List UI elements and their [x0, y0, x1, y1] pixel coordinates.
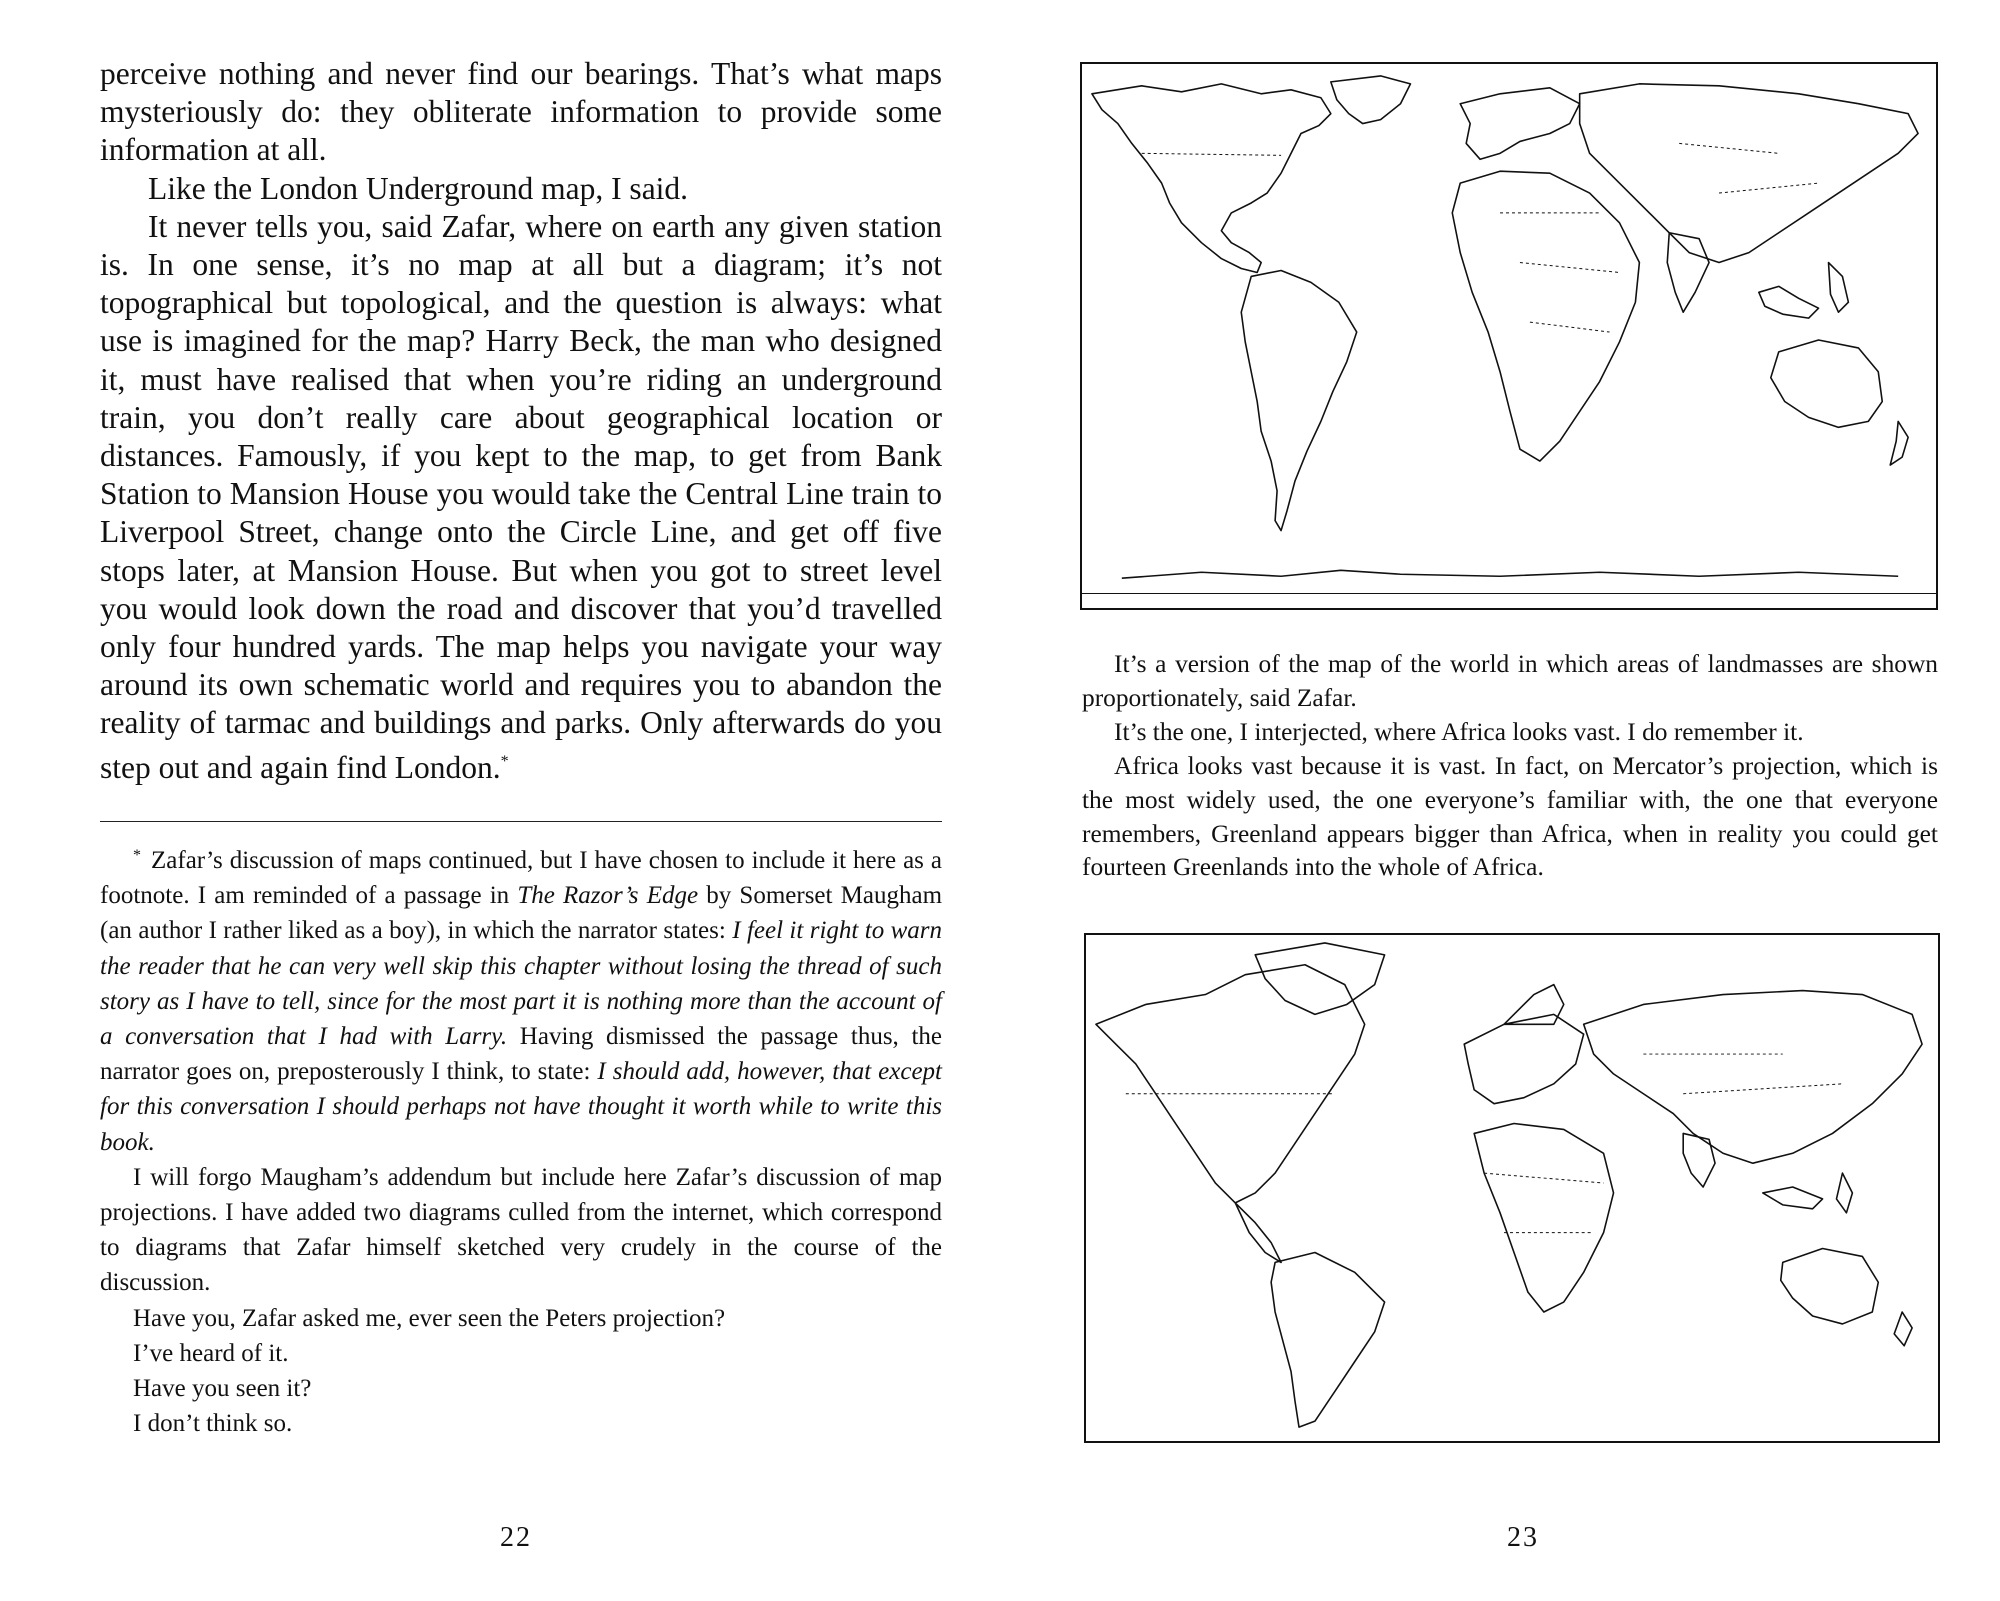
right-page-body: [1082, 648, 1938, 885]
peters-projection-map: [1080, 62, 1938, 610]
paragraph: Africa looks vast because it is vast. In fact, on Mercator’s projection, which is the most widely used, the one everyone’s familiar with, the one that everyone remembers, Greenland appears bigger than Africa, when in reality you could get fourteen Greenlands into the whole of Africa.: [1082, 751, 1938, 882]
page-number: 23: [1507, 1522, 1539, 1553]
footnote-text: Zafar’s discussion of maps continued, but I have chosen to include it here as a footnote. I am reminded of a passage in: [100, 847, 942, 910]
footnote-marker: *: [133, 847, 141, 864]
dialogue-line: Have you, Zafar asked me, ever seen the Peters projection?: [133, 1304, 726, 1332]
footnote-paragraph: [100, 838, 942, 1160]
right-page: [1000, 0, 2000, 1601]
footnote-divider: [100, 821, 942, 822]
page-number: 22: [500, 1522, 532, 1553]
footnote-reference[interactable]: *: [500, 752, 509, 770]
dialogue-line: Have you seen it?: [133, 1375, 312, 1403]
world-map-outline: [1086, 935, 1938, 1441]
paragraph-text: It never tells you, said Zafar, where on earth any given station is. In one sense, it’s no map at all but a diagram; it’s not topographical but topological, and the question is always: what use is imagined for the map? Harry Beck, the man who designed it, must have realised that when you’re riding an underground train, you don’t really care about geographical location or distances. Famously, if you kept to the map, to get from Bank Station to Mansion House you would take the Central Line train to Liverpool Street, change onto the Circle Line, and get off five stops later, at Mansion House. But when you got to street level you would look down the road and discover that you’d travelled only four hundred yards. The map helps you navigate your way around its own schematic world and requires you to abandon the reality of tarmac and buildings and parks. Only afterwards do you step out and again find London.: [100, 208, 942, 785]
paragraph: [100, 208, 942, 787]
quotation: I feel it right to warn the reader that he can very well skip this chapter without losing the thread of such story as I have to tell, since for the most part it is nothing more than the account of a conversation that I had with Larry.: [100, 917, 942, 1051]
footnote-paragraph: I will forgo Maugham’s addendum but include here Zafar’s discussion of map projections. I have added two diagrams culled from the internet, which correspond to diagrams that Zafar himself sketched very crudely in the course of the discussion.: [100, 1163, 942, 1297]
footnote-text: by Somerset Maugham (an author I rather liked as a boy), in which the narrator states:: [100, 882, 943, 945]
quotation: I should add, however, that except for this conversation I should perhaps not have thought it worth while to write this book.: [100, 1058, 942, 1156]
paragraph: It’s a version of the map of the world in which areas of landmasses are shown proportionately, said Zafar.: [1082, 650, 1938, 712]
paragraph: perceive nothing and never find our bearings. That’s what maps mysteriously do: they obliterate information to provide some information at all.: [100, 56, 942, 168]
mercator-projection-map: [1084, 933, 1940, 1443]
book-title: The Razor’s Edge: [517, 882, 699, 910]
dialogue-line: I don’t think so.: [133, 1410, 293, 1438]
footnote-text: Having dismissed the passage thus, the narrator goes on, preposterously I think, to state:: [100, 1023, 942, 1086]
map-frame-inner-line: [1082, 593, 1936, 594]
footnote: [100, 838, 942, 1441]
paragraph: It’s the one, I interjected, where Africa looks vast. I do remember it.: [1114, 717, 1804, 746]
dialogue-line: I’ve heard of it.: [133, 1339, 289, 1367]
left-page-body: [100, 55, 942, 787]
world-map-outline: [1082, 64, 1936, 608]
paragraph: Like the London Underground map, I said.: [148, 170, 689, 206]
